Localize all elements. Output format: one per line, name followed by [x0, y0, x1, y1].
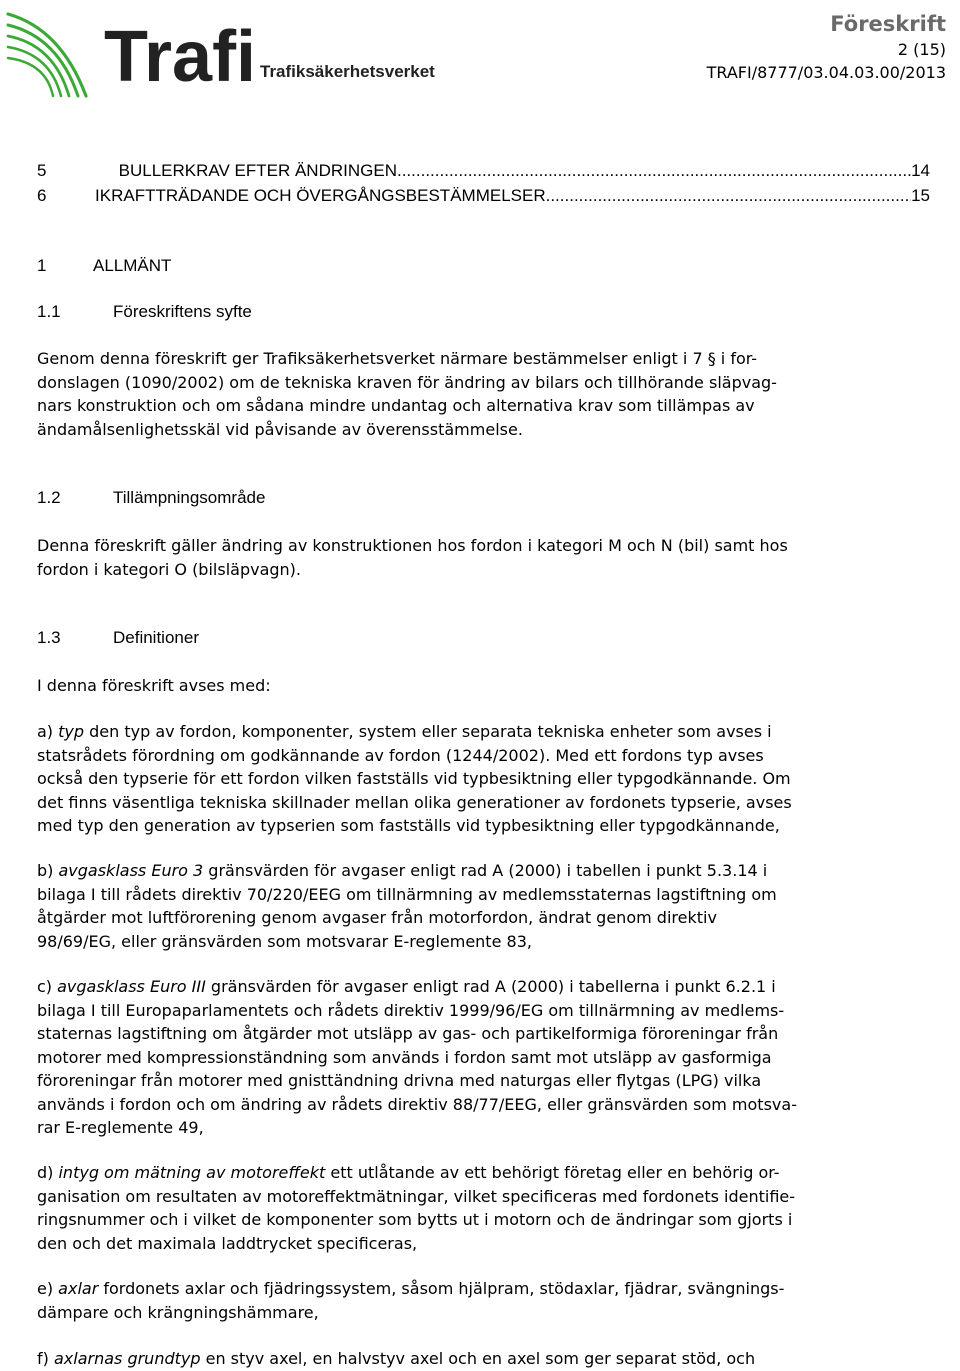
toc-title: BULLERKRAV EFTER ÄNDRINGEN: [118, 161, 397, 180]
section-heading: [37, 256, 171, 276]
subsection-heading: [37, 302, 252, 322]
toc-number: 6: [37, 186, 47, 205]
definition-f: f) axlarnas grundtyp en styv axel, en halvstyv axel och en axel som ger separat stöd, och: [37, 1349, 756, 1368]
paragraph-purpose: Genom denna föreskrift ger Trafiksäkerhetsverket närmare bestämmelser enligt i 7 § i for- donslagen (1090/2002) om de tekniska kraven för ändring av bilars och tillhörande släpvag- nars konstruktion och om sådana mindre undantag och alternativa krav som tillämpas av ändamålsenlighetsskäl vid påvisande av överensstämmelse.: [37, 349, 777, 439]
section-number: 1: [37, 256, 47, 275]
page-number: 2 (15): [897, 40, 946, 59]
definition-e: e) axlar fordonets axlar och fjädringssystem, såsom hjälpram, stödaxlar, fjädrar, svängnings- dämpare och krängningshämmare,: [37, 1279, 785, 1322]
paragraph-scope: Denna föreskrift gäller ändring av konstruktionen hos fordon i kategori M och N (bil) samt hos fordon i kategori O (bilsläpvagn).: [37, 536, 788, 579]
toc-entry[interactable]: [37, 186, 930, 206]
document-reference: TRAFI/8777/03.04.03.00/2013: [706, 63, 946, 82]
toc-leader: [397, 161, 911, 181]
toc-title: IKRAFTTRÄDANDE OCH ÖVERGÅNGSBESTÄMMELSER: [95, 186, 546, 205]
subsection-heading: [37, 488, 265, 508]
definition-a: a) typ den typ av fordon, komponenter, system eller separata tekniska enheter som avses i statsrådets förordning om godkännande av fordon (1244/2002). Med ett fordons typ avses också den typserie för ett fordon vilken fastställs vid typbesiktning eller typgodkännande. Om det finns väsentliga tekniska skillnader mellan olika generationer av fordonets typserie, avses med typ den generation av typserien som fastställs vid typbesiktning eller typgodkännande,: [37, 722, 792, 835]
trafi-logo: [6, 4, 436, 100]
toc-page: 15: [911, 186, 930, 205]
logo-wordmark: Trafi: [104, 17, 257, 97]
section-number: 1.2: [37, 488, 61, 507]
definition-c: c) avgasklass Euro III gränsvärden för avgaser enligt rad A (2000) i tabellerna i punkt 6.2.1 i bilaga I till Europaparlamentets och rådets direktiv 1999/96/EG om tillnärmning av medlems- staternas lagstiftning om åtgärder mot utsläpp av gas- och partikelformiga föroreningar från motorer med kompressionständning som används i fordon samt mot utsläpp av gasformiga föroreningar från motorer med gnisttändning drivna med naturgas eller flytgas (LPG) vilka används i fordon och om ändring av rådets direktiv 88/77/EEG, eller gränsvärden som motsva- rar E-reglemente 49,: [37, 977, 797, 1137]
toc-entry[interactable]: [37, 161, 930, 181]
defined-term: axlar: [58, 1279, 99, 1298]
section-title: ALLMÄNT: [93, 256, 172, 275]
toc-leader: [546, 186, 911, 206]
toc-number: 5: [37, 161, 47, 180]
trafi-swoosh-icon: [6, 4, 436, 100]
definition-d: d) intyg om mätning av motoreffekt ett utlåtande av ett behörigt företag eller en behörig or- ganisation om resultaten av motoreffektmätningar, vilket specificeras med fordonets identifie- ringsnummer och i vilket de komponenter som bytts ut i motorn och de ändringar som gjorts i den och det maximala laddtrycket specificeras,: [37, 1163, 796, 1253]
defined-term: axlarnas grundtyp: [53, 1349, 201, 1368]
section-number: 1.1: [37, 302, 61, 321]
document-type: Föreskrift: [830, 12, 946, 36]
subsection-heading: [37, 628, 199, 648]
defined-term: intyg om mätning av motoreffekt: [58, 1163, 326, 1182]
toc-page: 14: [911, 161, 930, 180]
section-title: Tillämpningsområde: [113, 488, 266, 507]
defined-term: typ: [58, 722, 85, 741]
paragraph-definitions-intro: I denna föreskrift avses med:: [37, 676, 271, 695]
section-title: Föreskriftens syfte: [113, 302, 252, 321]
logo-subtext: Trafiksäkerhetsverket: [260, 62, 435, 81]
section-number: 1.3: [37, 628, 61, 647]
section-title: Definitioner: [113, 628, 199, 647]
defined-term: avgasklass Euro III: [57, 977, 206, 996]
definition-b: b) avgasklass Euro 3 gränsvärden för avgaser enligt rad A (2000) i tabellen i punkt 5.3.14 i bilaga I till rådets direktiv 70/220/EEG om tillnärmning av medlemsstaternas lagstiftning om åtgärder mot luftförorening genom avgaser från motorfordon, ändrat genom direktiv 98/69/EG, eller gränsvärden som motsvarar E-reglemente 83,: [37, 861, 777, 951]
defined-term: avgasklass Euro 3: [58, 861, 204, 880]
